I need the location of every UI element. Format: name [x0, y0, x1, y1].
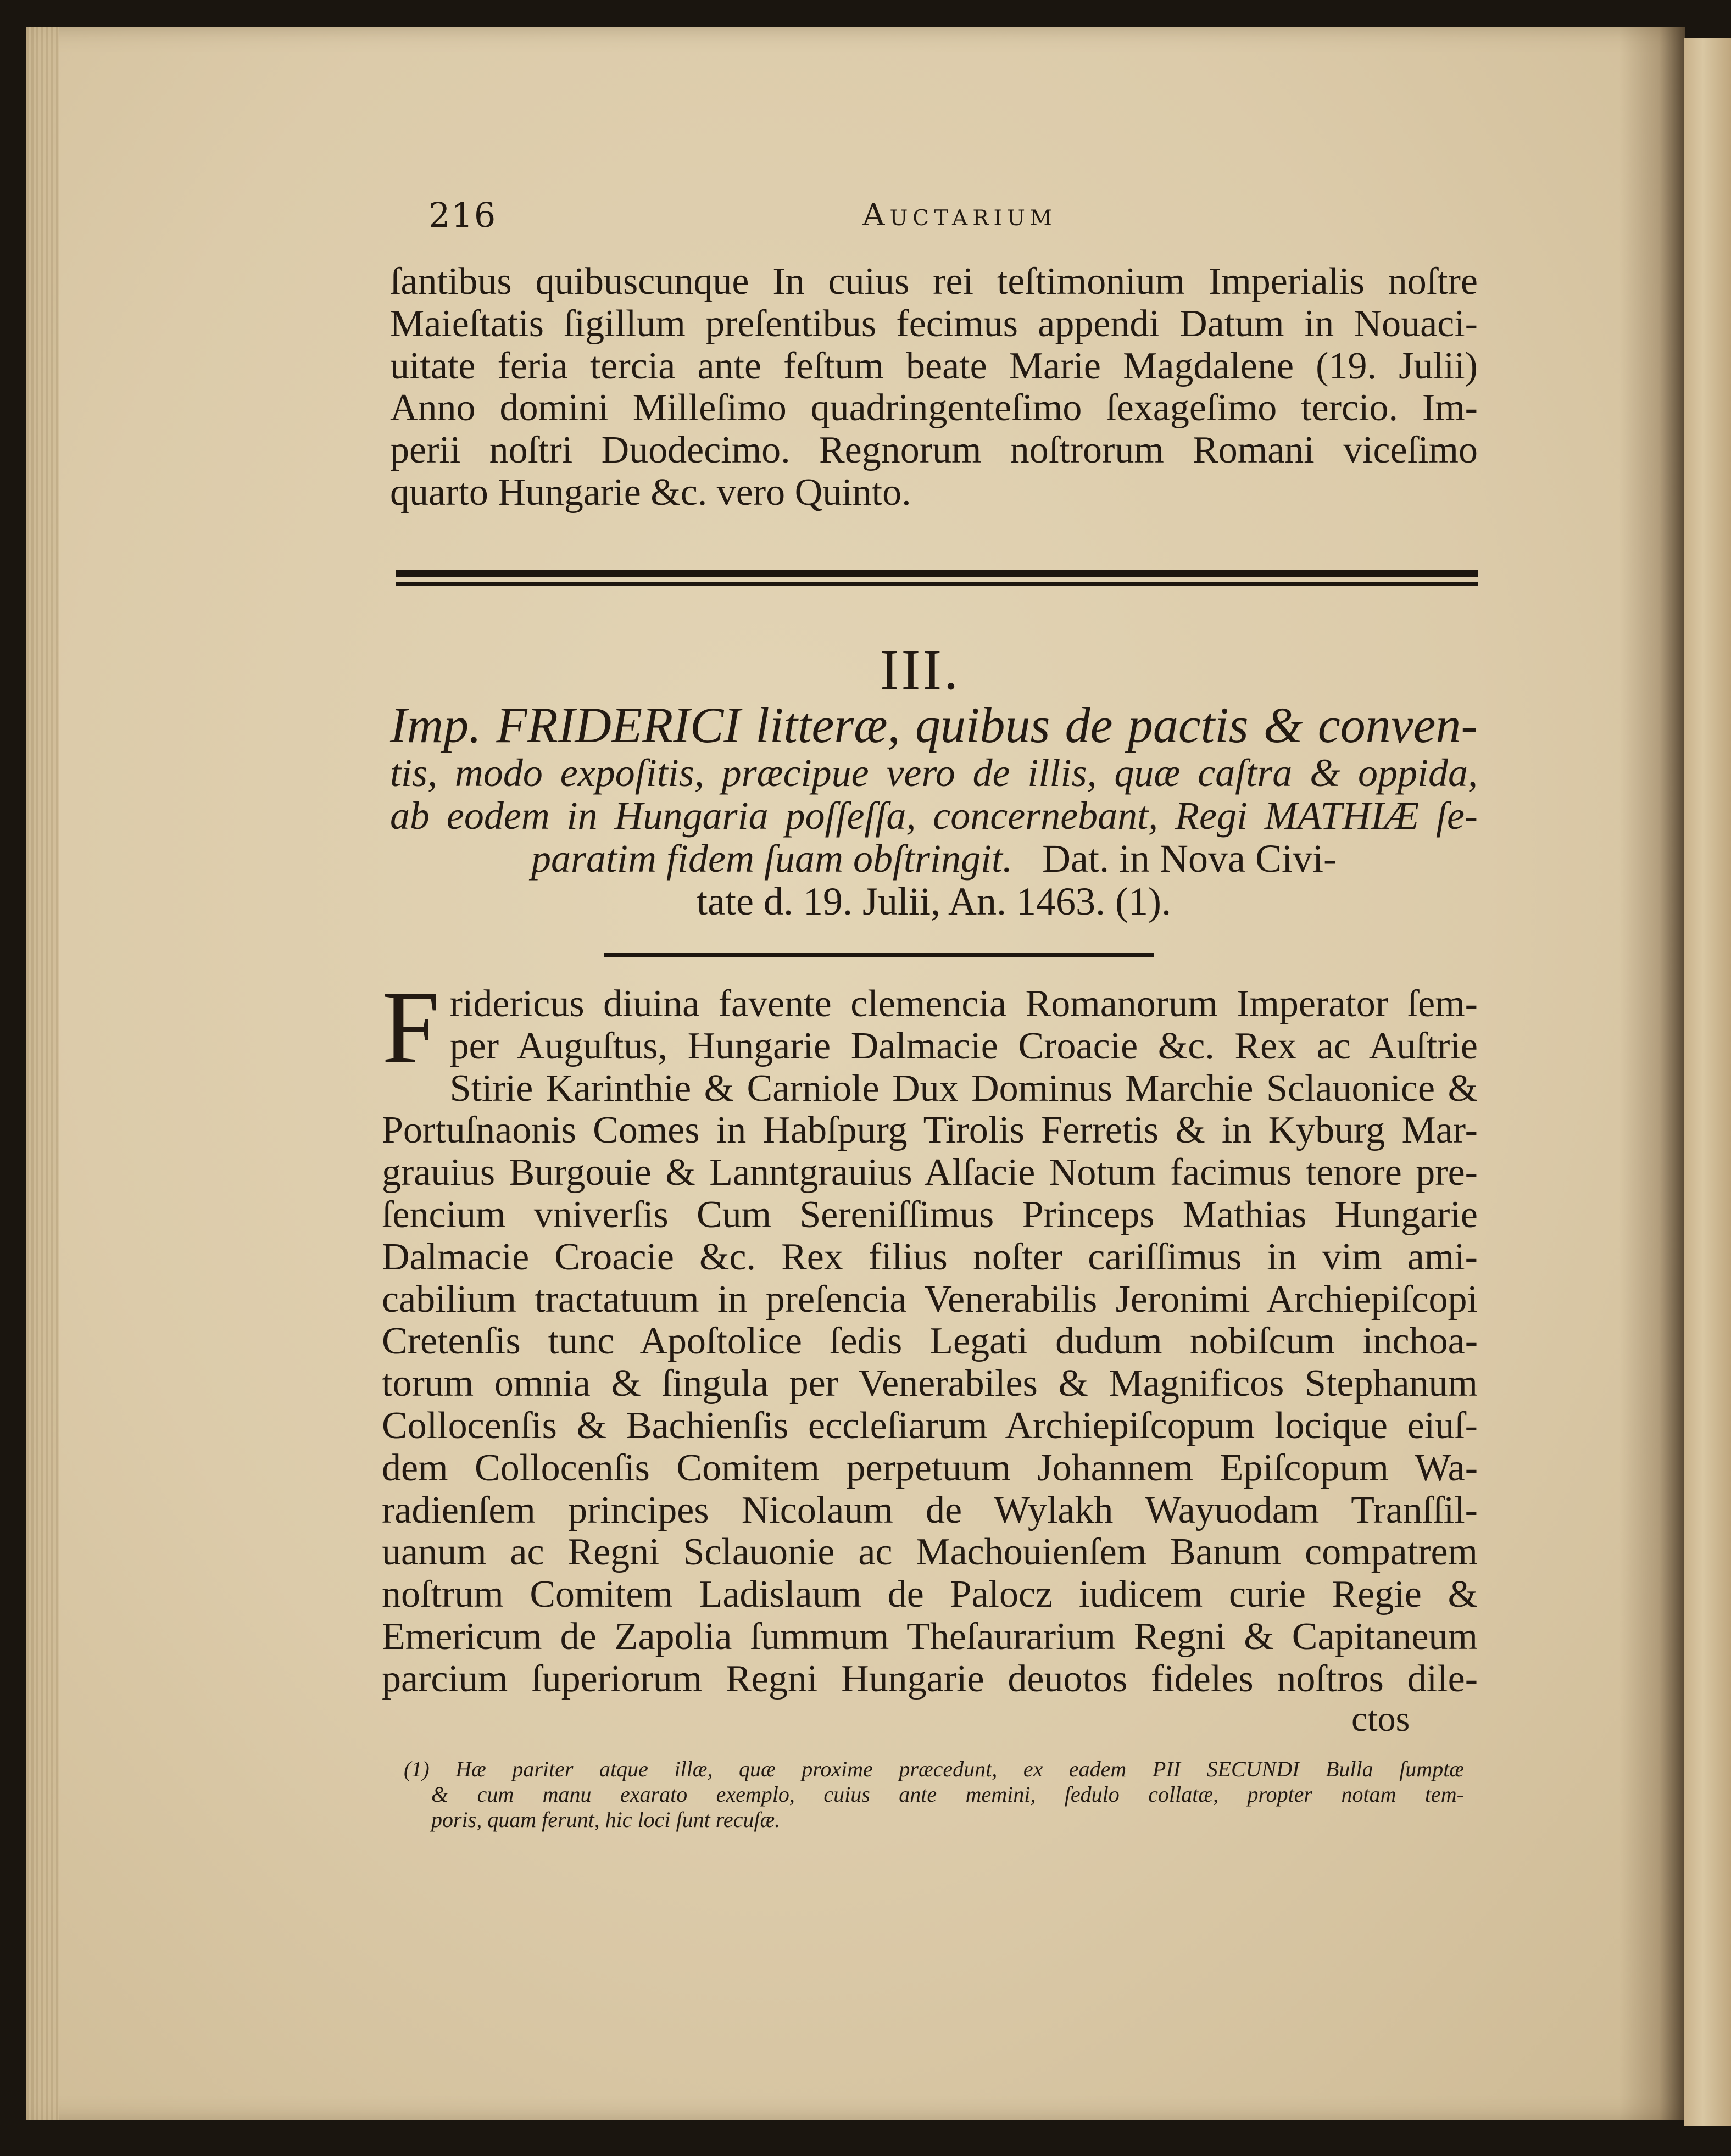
divider-thick-rule [396, 570, 1478, 577]
body-line: Emericum de Zapolia ſummum Theſaurarium Regni & Capitaneum [382, 1615, 1478, 1658]
body-line: cabilium tractatuum in preſencia Venerabilis Jeronimi Archiepiſcopi [382, 1278, 1478, 1321]
document-heading [390, 699, 1478, 923]
heading-date-line: tate d. 19. Julii, An. 1463. (1). [697, 879, 1171, 923]
heading-line: Imp. FRIDERICI litteræ, quibus de pactis & conven- [390, 697, 1478, 753]
page-number: 216 [428, 195, 497, 235]
footnote-line: & cum manu exarato exemplo, cuius ante memini, ſedulo collatæ, propter notam tem- [431, 1782, 1464, 1807]
heading-rule [604, 953, 1154, 957]
body-line: torum omnia & ſingula per Venerabiles & Magnificos Stephanum [382, 1362, 1478, 1405]
running-title: Auctarium [862, 197, 1057, 233]
body-line: parcium ſuperiorum Regni Hungarie deuotos fideles noſtros dile- [382, 1657, 1478, 1700]
document-number: III. [880, 638, 960, 701]
text-line: uitate feria tercia ante feſtum beate Marie Magdalene (19. Julii) [390, 344, 1478, 387]
text-line: quarto Hungarie &c. vero Quinto. [390, 471, 911, 514]
body-line: Collocenſis & Bachienſis eccleſiarum Archiepiſcopum locique eiuſ- [382, 1404, 1478, 1447]
document-body [382, 970, 1478, 1701]
body-line: ridericus diuina favente clemencia Romanorum Imperator ſem- [449, 983, 1478, 1025]
body-line: Dalmacie Croacie &c. Rex filius noſter cariſſimus in vim ami- [382, 1235, 1478, 1278]
body-line: Cretenſis tunc Apoſtolice ſedis Legati dudum nobiſcum inchoa- [382, 1320, 1478, 1363]
catchword: ctos [1351, 1699, 1410, 1739]
divider-thin-rule [396, 582, 1478, 586]
heading-italic-part: paratim fidem ſuam obſtringit. [531, 837, 1013, 881]
body-line: radienſem principes Nicolaum de Wylakh Wayuodam Tranſſil- [382, 1489, 1478, 1531]
heading-line [390, 837, 1478, 880]
body-line: dem Collocenſis Comitem perpetuum Johannem Epiſcopum Wa- [382, 1446, 1478, 1489]
footnote-line: (1) Hæ pariter atque illæ, quæ proxime præcedunt, ex eadem PII SECUNDI Bulla ſumptæ [404, 1757, 1464, 1781]
drop-cap: F [382, 970, 440, 1085]
heading-line: tis, modo expoſitis, præcipue vero de illis, quæ caſtra & oppida, [390, 751, 1478, 795]
page-edge-right [1684, 38, 1731, 2126]
preceding-document-ending [390, 261, 1478, 514]
page-edge-left [26, 27, 59, 2120]
text-area [363, 0, 1478, 2156]
body-line: per Auguſtus, Hungarie Dalmacie Croacie &c. Rex ac Auſtrie [449, 1024, 1478, 1067]
text-line: Anno domini Milleſimo quadringenteſimo ſexageſimo tercio. Im- [390, 387, 1478, 430]
body-line: uanum ac Regni Sclauonie ac Machouienſem Banum compatrem [382, 1531, 1478, 1574]
body-line: noſtrum Comitem Ladislaum de Palocz iudicem curie Regie & [382, 1573, 1478, 1616]
body-line: grauius Burgouie & Lanntgrauius Alſacie Notum facimus tenore pre- [382, 1151, 1478, 1194]
text-line: ſantibus quibuscunque In cuius rei teſtimonium Imperialis noſtre [390, 260, 1478, 303]
heading-date-part: Dat. in Nova Civi- [1042, 837, 1337, 881]
footnote [404, 1757, 1464, 1832]
body-line: Stirie Karinthie & Carniole Dux Dominus Marchie Sclauonice & [449, 1067, 1478, 1110]
body-line: ſencium vniverſis Cum Sereniſſimus Princeps Mathias Hungarie [382, 1193, 1478, 1236]
footnote-line: poris, quam ferunt, hic loci ſunt recuſæ. [431, 1807, 781, 1832]
text-line: Maieſtatis ſigillum preſentibus fecimus appendi Datum in Nouaci- [390, 302, 1478, 345]
binding-gutter [1619, 27, 1685, 2120]
body-line: Portuſnaonis Comes in Habſpurg Tirolis Ferretis & in Kyburg Mar- [382, 1109, 1478, 1152]
running-head [428, 195, 1472, 239]
text-line: perii noſtri Duodecimo. Regnorum noſtrorum Romani viceſimo [390, 429, 1478, 472]
heading-line: ab eodem in Hungaria poſſeſſa, concernebant, Regi MATHIÆ ſe- [390, 794, 1478, 838]
section-divider [396, 570, 1478, 588]
